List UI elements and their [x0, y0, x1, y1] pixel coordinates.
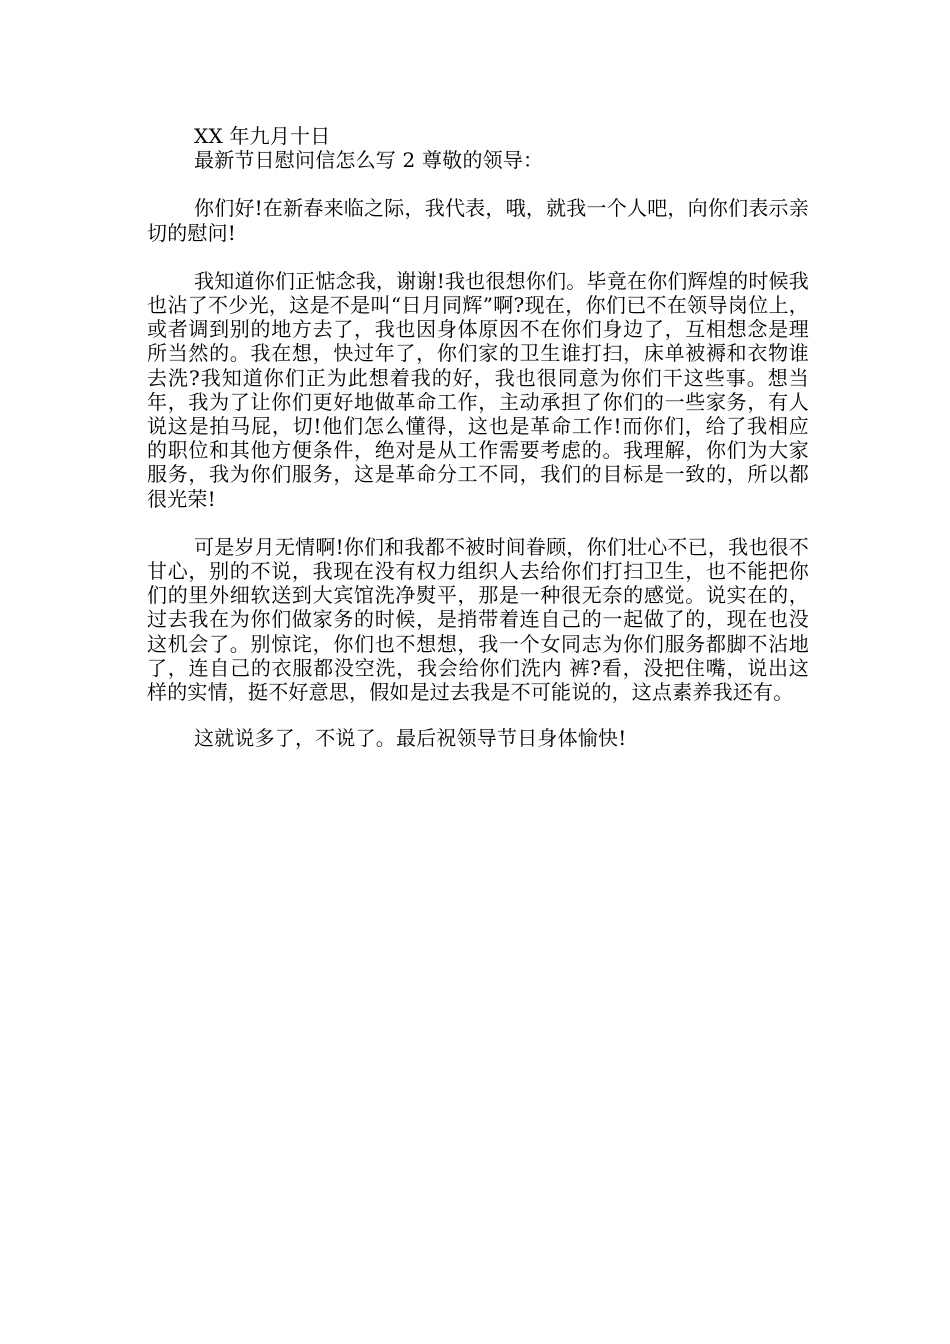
- paragraph-closing: 这就说多了，不说了。最后祝领导节日身体愉快!: [194, 726, 627, 751]
- paragraph-years: 可是岁月无情啊!你们和我都不被时间眷顾，你们壮心不已，我也很不甘心，别的不说，我现在没有权力组织人去给你们打扫卫生，也不能把你们的里外细软送到大宾馆洗净熨平，那是一种很无奈的感觉。说实在的，过去我在为你们做家务的时候，是捎带着连自己的一起做了的，现在也没这机会了。别惊诧，你们也不想想，我一个女同志为你们服务都脚不沾地了，连自己的衣服都没空洗，我会给你们洗内 裤?看，没把住嘴，说出这样的实情，挺不好意思，假如是过去我是不可能说的，这点素养我还有。: [147, 534, 809, 705]
- paragraph-greeting: 你们好!在新春来临之际，我代表，哦，就我一个人吧，向你们表示亲切的慰问!: [147, 196, 809, 245]
- date-line: XX 年九月十日: [194, 124, 331, 148]
- spacer: [147, 704, 809, 726]
- paragraph-memories: 我知道你们正惦念我，谢谢!我也很想你们。毕竟在你们辉煌的时候我也沾了不少光，这是不是叫“日月同辉”啊?现在，你们已不在领导岗位上，或者调到别的地方去了，我也因身体原因不在你们身边了，互相想念是理所当然的。我在想，快过年了，你们家的卫生谁打扫，床单被褥和衣物谁去洗?我知道你们正为此想着我的好，我也很同意为你们干这些事。想当年，我为了让你们更好地做革命工作，主动承担了你们的一些家务，有人说这是拍马屁，切!他们怎么懂得，这也是革命工作!而你们，给了我相应的职位和其他方便条件，绝对是从工作需要考虑的。我理解，你们为大家服务，我为你们服务，这是革命分工不同，我们的目标是一致的，所以都很光荣!: [147, 268, 809, 511]
- spacer: [147, 172, 809, 196]
- letter-body: [147, 124, 809, 750]
- title-line: 最新节日慰问信怎么写 2 尊敬的领导：: [194, 148, 544, 173]
- spacer: [147, 511, 809, 535]
- spacer: [147, 245, 809, 269]
